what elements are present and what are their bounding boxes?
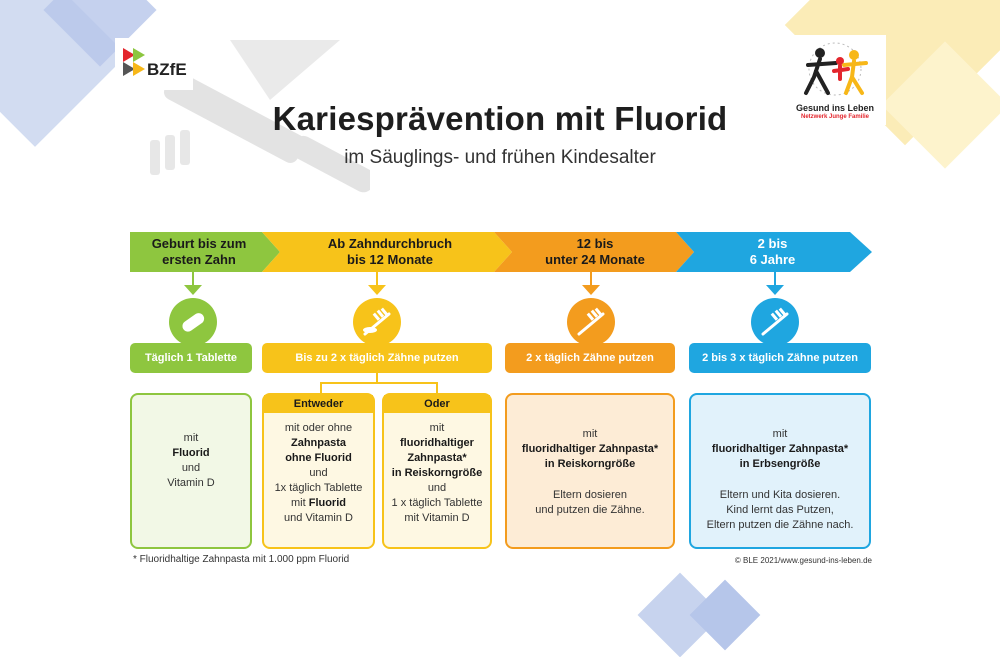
stage-label-1: Geburt bis zum ersten Zahn — [151, 236, 247, 267]
connector-yellow-split-h — [320, 382, 438, 384]
box-oder-head: Oder — [384, 395, 490, 413]
tablet-icon — [178, 307, 208, 337]
gil-logo-line1: Gesund ins Leben — [795, 103, 874, 113]
arrowhead-yellow — [368, 285, 386, 295]
band-yellow: Bis zu 2 x täglich Zähne putzen — [262, 343, 492, 373]
page-title: Kariesprävention mit Fluorid — [272, 100, 728, 137]
logo-bzfe — [115, 38, 193, 90]
circle-blue — [751, 298, 799, 346]
stage-label-4: 2 bis 6 Jahre — [749, 236, 796, 267]
copyright: © BLE 2021/www.gesund-ins-leben.de — [734, 556, 872, 565]
band-green: Täglich 1 Tablette — [130, 343, 252, 373]
band-orange: 2 x täglich Zähne putzen — [505, 343, 675, 373]
connector-green — [192, 272, 194, 286]
toothbrush-icon — [573, 304, 609, 340]
stage-label-2: Ab Zahndurchbruch bis 12 Monate — [327, 236, 453, 267]
arrowhead-blue — [766, 285, 784, 295]
arrowhead-orange — [582, 285, 600, 295]
bzfe-logo-text: BZfE — [147, 60, 187, 79]
circle-orange — [567, 298, 615, 346]
box-green-tablet: mit Fluorid und Vitamin D — [130, 393, 252, 549]
stage-label-3: 12 bis unter 24 Monate — [545, 236, 645, 267]
connector-blue — [774, 272, 776, 286]
footnote: * Fluoridhaltige Zahnpasta mit 1.000 ppm Fluorid — [133, 554, 350, 565]
box-orange: mit fluoridhaltiger Zahnpasta* in Reiskorngröße Eltern dosieren und putzen die Zähne. — [505, 393, 675, 549]
arrowhead-green — [184, 285, 202, 295]
box-entweder: Entweder mit oder ohne Zahnpasta ohne Fluorid und 1x täglich Tablette mit Fluorid und Vitamin D — [262, 393, 375, 549]
band-blue: 2 bis 3 x täglich Zähne putzen — [689, 343, 871, 373]
circle-yellow — [353, 298, 401, 346]
box-blue: mit fluoridhaltiger Zahnpasta* in Erbsengröße Eltern und Kita dosieren. Kind lernt das Putzen, Eltern putzen die Zähne nach. — [689, 393, 871, 549]
toothbrush-icon — [757, 304, 793, 340]
bg-diamond-bottom-2 — [690, 580, 761, 651]
toothbrush-icon — [359, 304, 395, 340]
box-entweder-head: Entweder — [264, 395, 373, 413]
circle-green — [169, 298, 217, 346]
gil-logo-line2: Netzwerk Junge Familie — [800, 114, 870, 120]
box-oder: Oder mit fluoridhaltiger Zahnpasta* in Reiskorngröße und 1 x täglich Tablette mit Vitamin D — [382, 393, 492, 549]
bzfe-logo-icon — [123, 48, 145, 76]
connector-orange — [590, 272, 592, 286]
family-figures-icon — [792, 41, 878, 99]
page-subtitle: im Säuglings- und frühen Kindesalter — [344, 147, 656, 168]
connector-yellow — [376, 272, 378, 286]
